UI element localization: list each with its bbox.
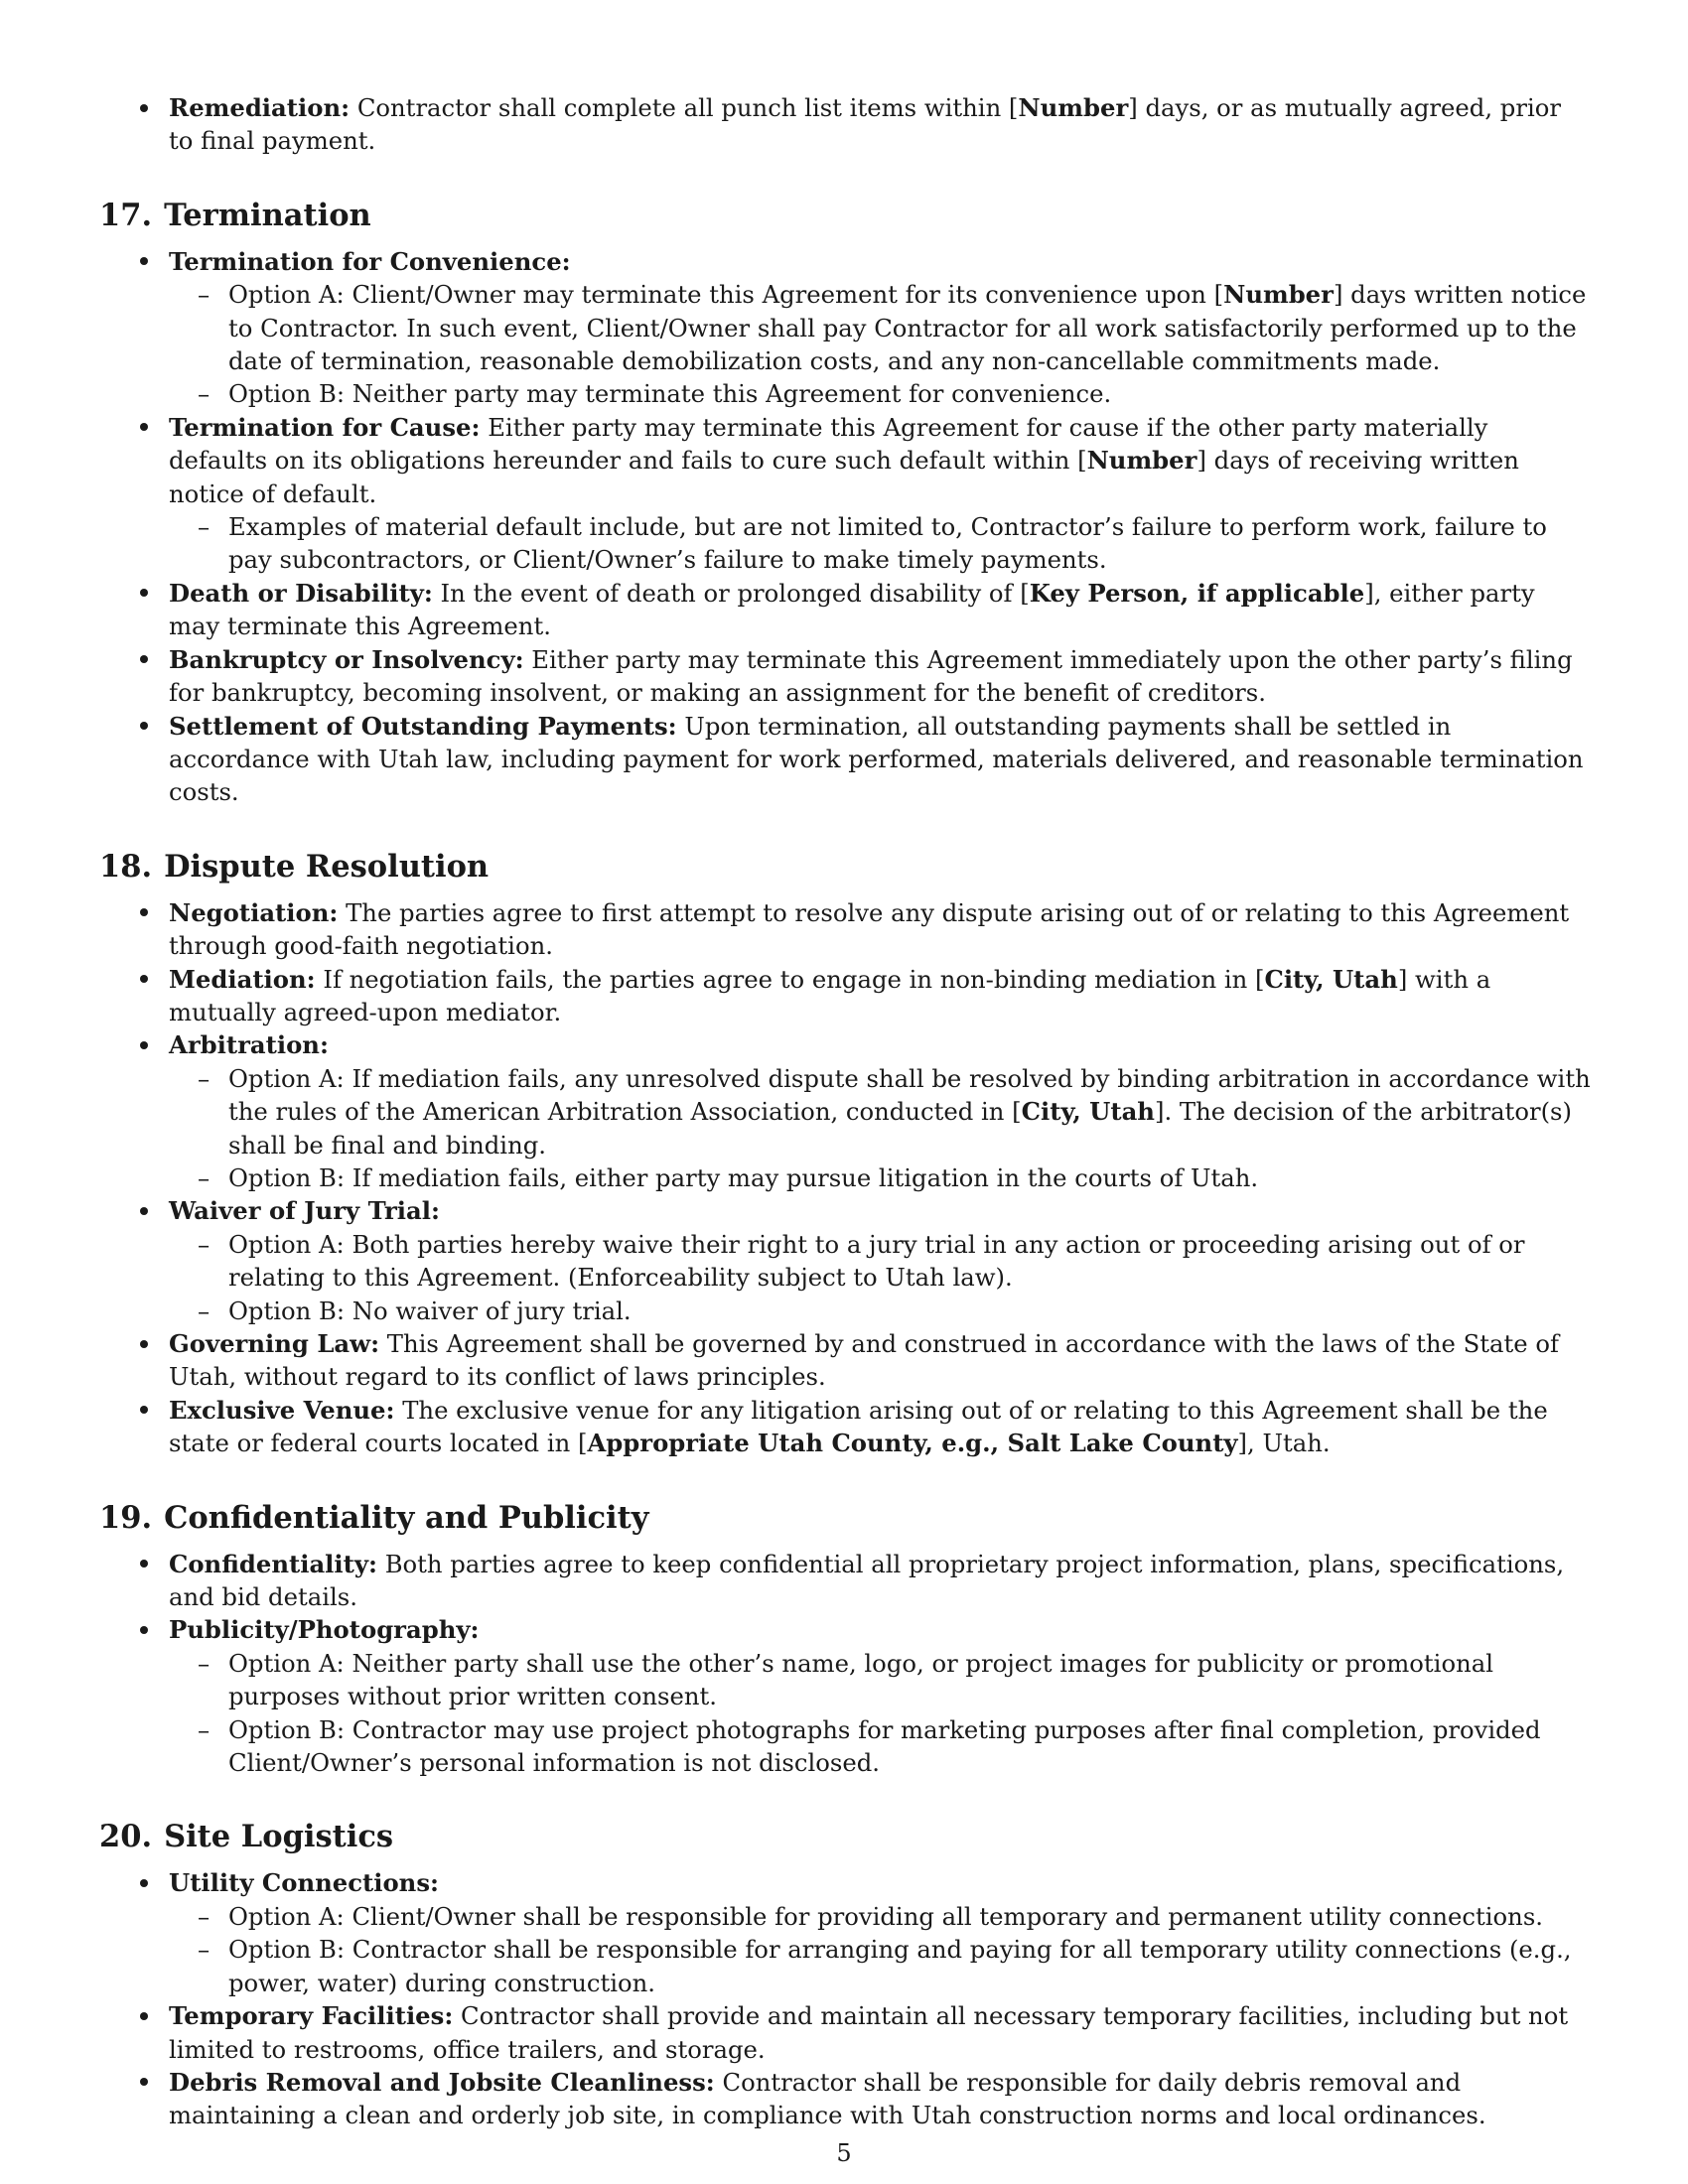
sub-item-option-a: – Option A: If mediation fails, any unresolved dispute shall be resolved by binding arbitration in accordance with the rules of the American Arbitration Association, conducted in [City, Utah]. The decision of the arbitrator(s) shall be final and binding. bbox=[198, 1063, 1591, 1160]
bullet-icon bbox=[140, 1626, 148, 1634]
sub-item-option-a: – Option A: Both parties hereby waive their right to a jury trial in any action or proceeding arising out of or relating to this Agreement. (Enforceability subject to Utah law). bbox=[198, 1229, 1525, 1293]
sub-item-option-a: – Option A: Client/Owner shall be responsible for providing all temporary and permanent utility connections. bbox=[169, 1900, 1593, 1933]
list-item-arbitration: Arbitration: – Option A: If mediation fails, any unresolved dispute shall be resolved by binding arbitration in accordance with the rules of the American Arbitration Association, conducted in [City, Utah]. The decision of the arbitrator(s) shall be final and binding. – Option B: If mediation fails, either party may pursue litigation in the courts of Utah. bbox=[99, 1028, 1593, 1194]
sub-list bbox=[169, 510, 1593, 577]
list-item-confidentiality: Confidentiality: Both parties agree to keep confidential all proprietary project information, plans, specifications, and bid details. bbox=[99, 1548, 1593, 1614]
dash-icon: – bbox=[198, 1229, 211, 1259]
confidentiality-list bbox=[99, 1548, 1593, 1780]
dispute-list bbox=[99, 896, 1593, 1460]
bullet-icon bbox=[140, 423, 148, 431]
sub-item-option-b: – Option B: Neither party may terminate this Agreement for convenience. bbox=[169, 377, 1593, 410]
dash-icon: – bbox=[198, 1296, 211, 1325]
list-item-jury-waiver: Waiver of Jury Trial: – Option A: Both parties hereby waive their right to a jury trial in any action or proceeding arising out of or relating to this Agreement. (Enforceability subject to Utah law). – Option B: No waiver of jury trial. bbox=[99, 1194, 1593, 1327]
bullet-icon bbox=[140, 257, 148, 265]
document-page bbox=[99, 91, 1593, 2132]
list-item-bankruptcy: Bankruptcy or Insolvency: Either party may terminate this Agreement immediately upon the other party’s filing for bankruptcy, becoming insolvent, or making an assignment for the benefit of creditors. bbox=[99, 643, 1593, 710]
item-label: Remediation: bbox=[169, 93, 351, 122]
page-number: 5 bbox=[836, 2139, 852, 2167]
section-heading-termination: 17. Termination bbox=[99, 197, 371, 233]
sub-item-option-b: – Option B: If mediation fails, either party may pursue litigation in the courts of Utah. bbox=[169, 1161, 1593, 1194]
sub-list bbox=[169, 1062, 1593, 1195]
sub-list bbox=[169, 1647, 1593, 1780]
sub-item-option-b: – Option B: No waiver of jury trial. bbox=[169, 1295, 1593, 1327]
list-item-governing-law: Governing Law: This Agreement shall be governed by and construed in accordance with the laws of the State of Utah, without regard to its conflict of laws principles. bbox=[99, 1327, 1593, 1394]
list-item-termination-cause: Termination for Cause: Either party may terminate this Agreement for cause if the other party materially defaults on its obligations hereunder and fails to cure such default within [Number] days of receiving written notice of default. – Examples of material default include, but are not limited to, Contractor’s failure to perform work, failure to pay subcontractors, or Client/Owner’s failure to make timely payments. bbox=[99, 411, 1593, 577]
list-item-publicity: Publicity/Photography: – Option A: Neither party shall use the other’s name, logo, or project images for publicity or promotional purposes without prior written consent. – Option B: Contractor may use project photographs for marketing purposes after final completion, provided Client/Owner’s personal information is not disclosed. bbox=[99, 1613, 1593, 1779]
list-item-remediation: Remediation: Contractor shall complete all punch list items within [Number] days, or as mutually agreed, prior to final payment. bbox=[99, 91, 1593, 158]
section-heading-confidentiality: 19. Confidentiality and Publicity bbox=[99, 1499, 649, 1536]
dash-icon: – bbox=[198, 1935, 211, 1965]
sub-list bbox=[169, 278, 1593, 411]
bullet-icon bbox=[140, 655, 148, 663]
list-item-temporary-facilities: Temporary Facilities: Contractor shall provide and maintain all necessary temporary facilities, including but not limited to restrooms, office trailers, and storage. bbox=[99, 1999, 1593, 2066]
sub-item-option-a: – Option A: Neither party shall use the other’s name, logo, or project images for publicity or promotional purposes without prior written consent. bbox=[198, 1648, 1493, 1711]
dash-icon: – bbox=[198, 512, 211, 542]
section-heading-site-logistics: 20. Site Logistics bbox=[99, 1819, 394, 1855]
bullet-icon bbox=[140, 1340, 148, 1348]
list-item-debris-removal: Debris Removal and Jobsite Cleanliness: Contractor shall be responsible for daily debris removal and maintaining a clean and orderly job site, in compliance with Utah construction norms and local ordinances. bbox=[99, 2066, 1593, 2132]
dash-icon: – bbox=[198, 379, 211, 409]
sub-item-option-a: – Option A: Client/Owner may terminate this Agreement for its convenience upon [Number] days written notice to Contractor. In such event, Client/Owner shall pay Contractor for all work satisfactorily performed up to the date of termination, reasonable demobilization costs, and any non-cancellable commitments made. bbox=[198, 280, 1587, 376]
list-item-termination-convenience: Termination for Convenience: – Option A: Client/Owner may terminate this Agreement for its convenience upon [Number] days written notice to Contractor. In such event, Client/Owner shall pay Contractor for all work satisfactorily performed up to the date of termination, reasonable demobilization costs, and any non-cancellable commitments made. – Option B: Neither party may terminate this Agreement for convenience. bbox=[99, 245, 1593, 411]
dash-icon: – bbox=[198, 1063, 211, 1093]
sub-list bbox=[169, 1228, 1593, 1327]
bullet-icon bbox=[140, 1207, 148, 1215]
bullet-icon bbox=[140, 589, 148, 597]
list-item-death-disability: Death or Disability: In the event of death or prolonged disability of [Key Person, if applicable], either party may terminate this Agreement. bbox=[99, 577, 1593, 643]
bullet-icon bbox=[140, 104, 148, 112]
sub-list bbox=[169, 1900, 1593, 1999]
bullet-icon bbox=[140, 2012, 148, 2020]
dash-icon: – bbox=[198, 1648, 211, 1678]
bullet-icon bbox=[140, 908, 148, 916]
bullet-icon bbox=[140, 1041, 148, 1049]
bullet-icon bbox=[140, 1406, 148, 1414]
list-item-exclusive-venue: Exclusive Venue: The exclusive venue for any litigation arising out of or relating to this Agreement shall be the state or federal courts located in [Appropriate Utah County, e.g., Salt Lake County], Utah. bbox=[99, 1394, 1593, 1460]
list-item-negotiation: Negotiation: The parties agree to first attempt to resolve any dispute arising out of or relating to this Agreement through good-faith negotiation. bbox=[99, 896, 1593, 963]
dash-icon: – bbox=[198, 1901, 211, 1931]
bullet-icon bbox=[140, 1560, 148, 1568]
sub-item-option-b: – Option B: Contractor shall be responsible for arranging and paying for all temporary utility connections (e.g., power, water) during construction. bbox=[198, 1935, 1572, 1997]
list-item-utility-connections: Utility Connections: – Option A: Client/Owner shall be responsible for providing all temporary and permanent utility connections. – Option B: Contractor shall be responsible for arranging and paying for all temporary utility connections (e.g., power, water) during construction. bbox=[99, 1866, 1593, 1999]
bullet-icon bbox=[140, 1879, 148, 1887]
sub-item-examples: – Examples of material default include, but are not limited to, Contractor’s failure to perform work, failure to pay subcontractors, or Client/Owner’s failure to make timely payments. bbox=[198, 512, 1547, 575]
dash-icon: – bbox=[198, 1162, 211, 1192]
dash-icon: – bbox=[198, 1714, 211, 1744]
bullet-icon bbox=[140, 975, 148, 983]
section-heading-dispute-resolution: 18. Dispute Resolution bbox=[99, 848, 490, 885]
list-item-mediation: Mediation: If negotiation fails, the parties agree to engage in non-binding mediation in [City, Utah] with a mutually agreed-upon mediator. bbox=[99, 963, 1593, 1029]
remediation-list bbox=[99, 91, 1593, 158]
site-logistics-list bbox=[99, 1866, 1593, 2131]
termination-list bbox=[99, 245, 1593, 809]
sub-item-option-b: – Option B: Contractor may use project photographs for marketing purposes after final completion, provided Client/Owner’s personal information is not disclosed. bbox=[198, 1714, 1541, 1778]
bullet-icon bbox=[140, 722, 148, 730]
dash-icon: – bbox=[198, 280, 211, 310]
list-item-settlement: Settlement of Outstanding Payments: Upon termination, all outstanding payments shall be settled in accordance with Utah law, including payment for work performed, materials delivered, and reasonable termination costs. bbox=[99, 710, 1593, 809]
bullet-icon bbox=[140, 2078, 148, 2086]
